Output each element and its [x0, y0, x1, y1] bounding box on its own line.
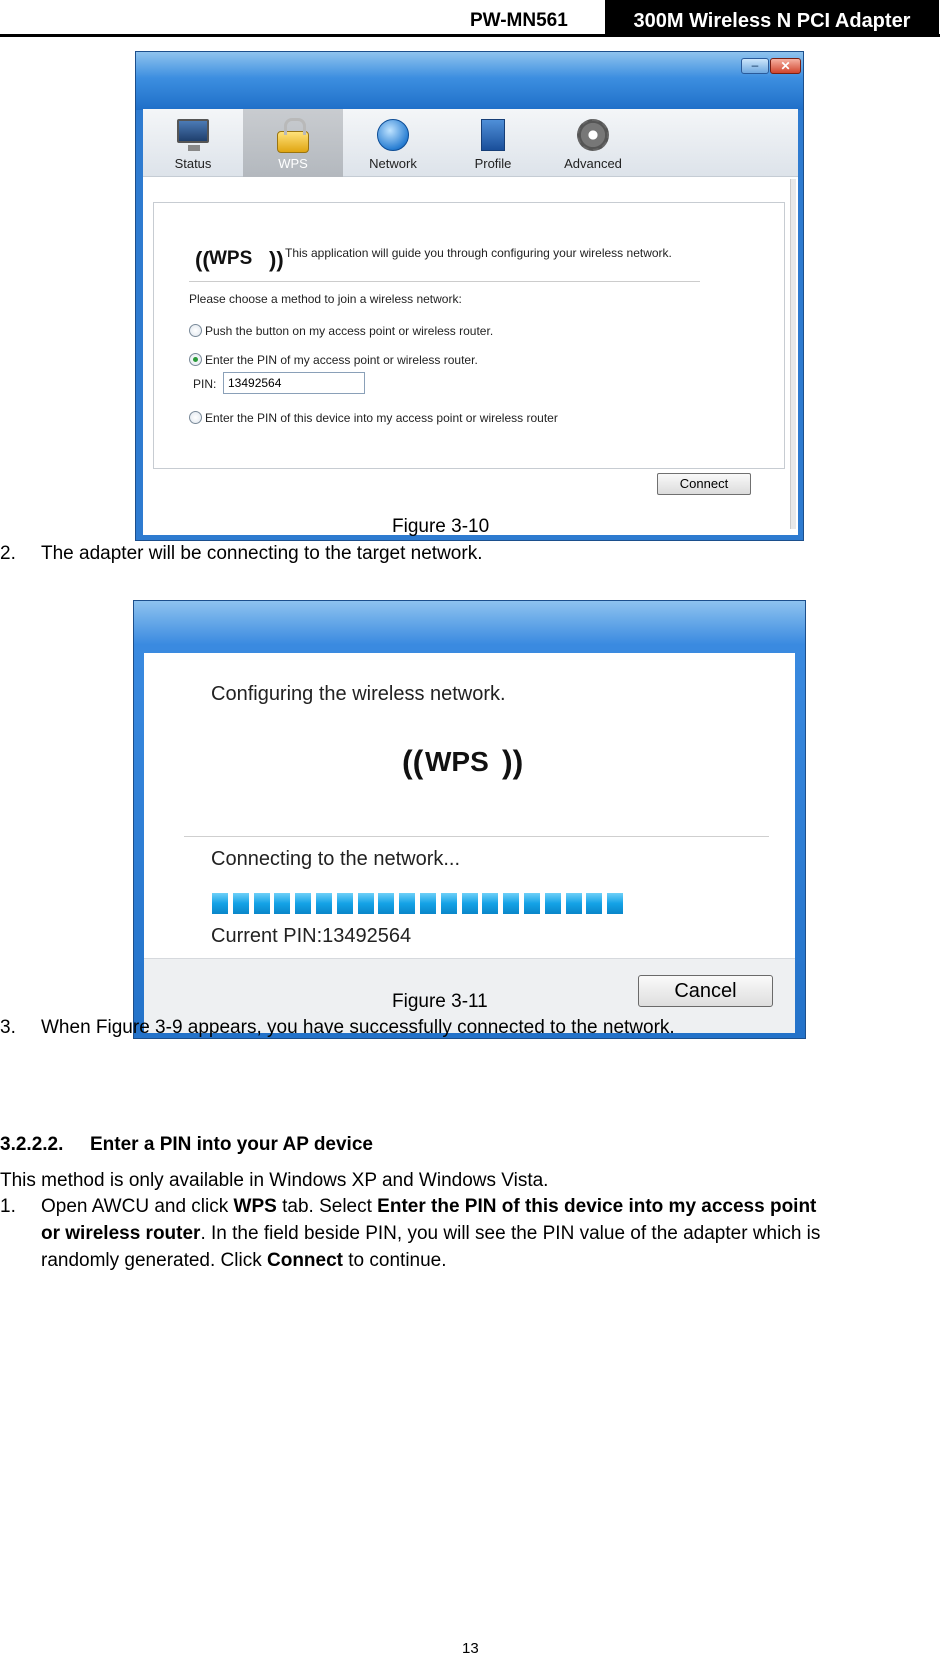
tab-wps[interactable]	[243, 109, 343, 177]
divider	[189, 281, 700, 282]
scrollbar[interactable]	[790, 179, 796, 529]
header-rule	[0, 34, 940, 37]
window-body	[143, 109, 798, 535]
progress-segment	[420, 893, 436, 914]
monitor-icon	[177, 119, 209, 143]
step-number: 3.	[0, 1017, 16, 1038]
progress-segment	[586, 893, 602, 914]
window-body	[144, 653, 795, 1033]
wps-logo: (( WPS ))	[402, 744, 524, 780]
pin-label: PIN:	[193, 377, 217, 391]
tab-label: Profile	[474, 156, 512, 171]
page-number: 13	[462, 1640, 479, 1655]
progress-segment	[212, 893, 228, 914]
gear-icon	[577, 119, 609, 151]
option-label: Push the button on my access point or wireless router.	[205, 324, 494, 338]
connect-button[interactable]: Connect	[657, 473, 751, 495]
section-number: 3.2.2.2.	[0, 1134, 64, 1155]
tab-label: Network	[369, 156, 417, 171]
section-title: Enter a PIN into your AP device	[90, 1134, 373, 1155]
progress-segment	[337, 893, 353, 914]
option-label: Enter the PIN of my access point or wireless router.	[205, 353, 478, 367]
progress-segment	[233, 893, 249, 914]
connecting-status: Connecting to the network...	[211, 848, 461, 870]
tab-advanced[interactable]	[543, 109, 643, 177]
radio-button-checked[interactable]	[189, 353, 202, 366]
wps-logo: (( WPS ))	[195, 247, 284, 272]
choose-method-label: Please choose a method to join a wireless network:	[189, 292, 462, 306]
current-pin: Current PIN:13492564	[211, 925, 412, 947]
progress-segment	[295, 893, 311, 914]
cancel-button[interactable]: Cancel	[638, 975, 773, 1007]
progress-segment	[503, 893, 519, 914]
progress-segment	[399, 893, 415, 914]
minimize-button[interactable]: –	[741, 58, 769, 74]
awcu-window	[135, 51, 804, 541]
tab-label: WPS	[278, 156, 308, 171]
header-model: PW-MN561	[470, 10, 568, 31]
figure-caption: Figure 3-11	[392, 991, 488, 1012]
step-text: When Figure 3-9 appears, you have successfully connected to the network.	[41, 1017, 675, 1038]
window-titlebar	[136, 52, 803, 110]
step-number: 2.	[0, 543, 16, 564]
progress-segment	[254, 893, 270, 914]
progress-segment	[358, 893, 374, 914]
tab-label: Status	[174, 156, 212, 171]
figure-caption: Figure 3-10	[392, 516, 490, 537]
progress-segment	[545, 893, 561, 914]
progress-segment	[378, 893, 394, 914]
option-enter-device-pin[interactable]	[189, 410, 577, 426]
guide-text: This application will guide you through configuring your wireless network.	[285, 246, 672, 260]
progress-segment	[462, 893, 478, 914]
intro-paragraph: This method is only available in Windows XP and Windows Vista.	[0, 1170, 549, 1191]
progress-segment	[524, 893, 540, 914]
progress-segment	[441, 893, 457, 914]
step-number: 1.	[0, 1196, 16, 1217]
configuring-window	[133, 600, 806, 1039]
tab-status[interactable]	[143, 109, 243, 177]
progress-segment	[482, 893, 498, 914]
globe-icon	[377, 119, 409, 151]
header-product: 300M Wireless N PCI Adapter	[605, 0, 939, 36]
progress-segment	[607, 893, 623, 914]
tab-label: Advanced	[564, 156, 622, 171]
close-button[interactable]: ✕	[770, 58, 801, 74]
step-text-line: or wireless router. In the field beside PIN, you will see the PIN value of the adapter which is	[41, 1223, 821, 1244]
progress-segment	[566, 893, 582, 914]
progress-bar	[212, 893, 623, 914]
lock-icon	[277, 131, 309, 153]
tab-profile[interactable]	[443, 109, 543, 177]
divider	[184, 836, 769, 837]
section-heading	[0, 1134, 373, 1156]
profile-icon	[481, 119, 505, 151]
toolbar	[143, 109, 798, 177]
step-text-line: randomly generated. Click Connect to continue.	[41, 1250, 447, 1271]
pin-input[interactable]: 13492564	[223, 372, 365, 394]
step-text-line: Open AWCU and click WPS tab. Select Enter the PIN of this device into my access point	[41, 1196, 817, 1217]
radio-button[interactable]	[189, 324, 202, 337]
tab-network[interactable]	[343, 109, 443, 177]
option-label: Enter the PIN of this device into my access point or wireless router	[205, 411, 558, 425]
radio-button[interactable]	[189, 411, 202, 424]
step-text: The adapter will be connecting to the target network.	[41, 543, 483, 564]
progress-segment	[316, 893, 332, 914]
configuring-title: Configuring the wireless network.	[211, 683, 506, 705]
progress-segment	[274, 893, 290, 914]
